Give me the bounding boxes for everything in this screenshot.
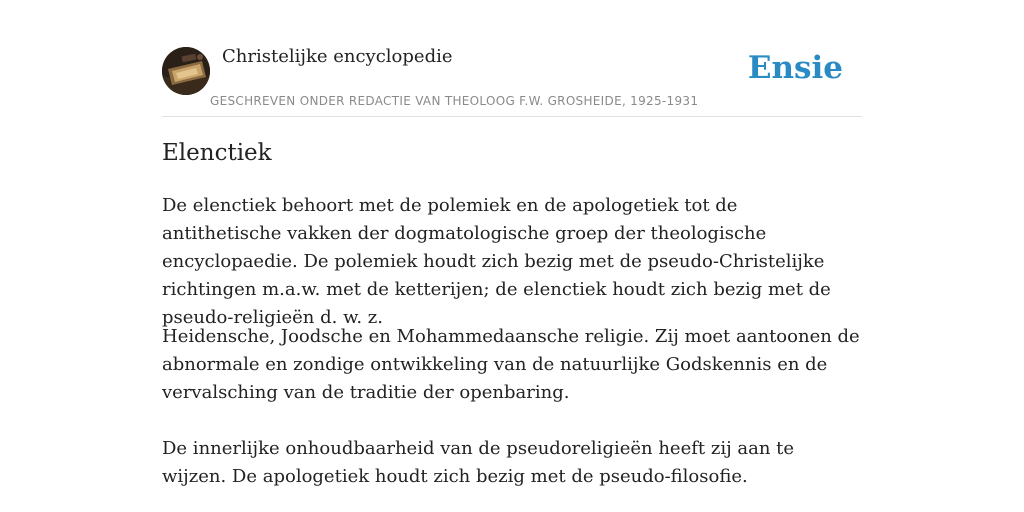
article-title: Elenctiek xyxy=(162,140,272,166)
source-header xyxy=(162,0,862,117)
source-subtitle: GESCHREVEN ONDER REDACTIE VAN THEOLOOG F.W. GROSHEIDE, 1925-1931 xyxy=(210,94,699,108)
book-image-icon xyxy=(162,47,210,95)
page-content xyxy=(162,0,862,487)
ensie-logo-link[interactable]: Ensie xyxy=(747,50,843,86)
article-paragraph: Heidensche, Joodsche en Mohammedaansche religie. Zij moet aantoonen de abnormale en zondige ontwikkeling van de natuurlijke Godskennis en de vervalsching van de traditie der openbaring. xyxy=(162,326,860,403)
source-title[interactable]: Christelijke encyclopedie xyxy=(222,46,453,67)
article-paragraph: De elenctiek behoort met de polemiek en de apologetiek tot de antithetische vakken der dogmatologische groep der theologische encyclopaedie. De polemiek houdt zich bezig met de pseudo-Christelijke richtingen m.a.w. met de ketterijen; de elenctiek houdt zich bezig met de pseudo-religieën d. w. z. xyxy=(162,195,831,328)
article-paragraph: De innerlijke onhoudbaarheid van de pseudoreligieën heeft zij aan te wijzen. De apologetiek houdt zich bezig met de pseudo-filosofie. xyxy=(162,438,795,487)
source-avatar[interactable] xyxy=(162,47,210,95)
